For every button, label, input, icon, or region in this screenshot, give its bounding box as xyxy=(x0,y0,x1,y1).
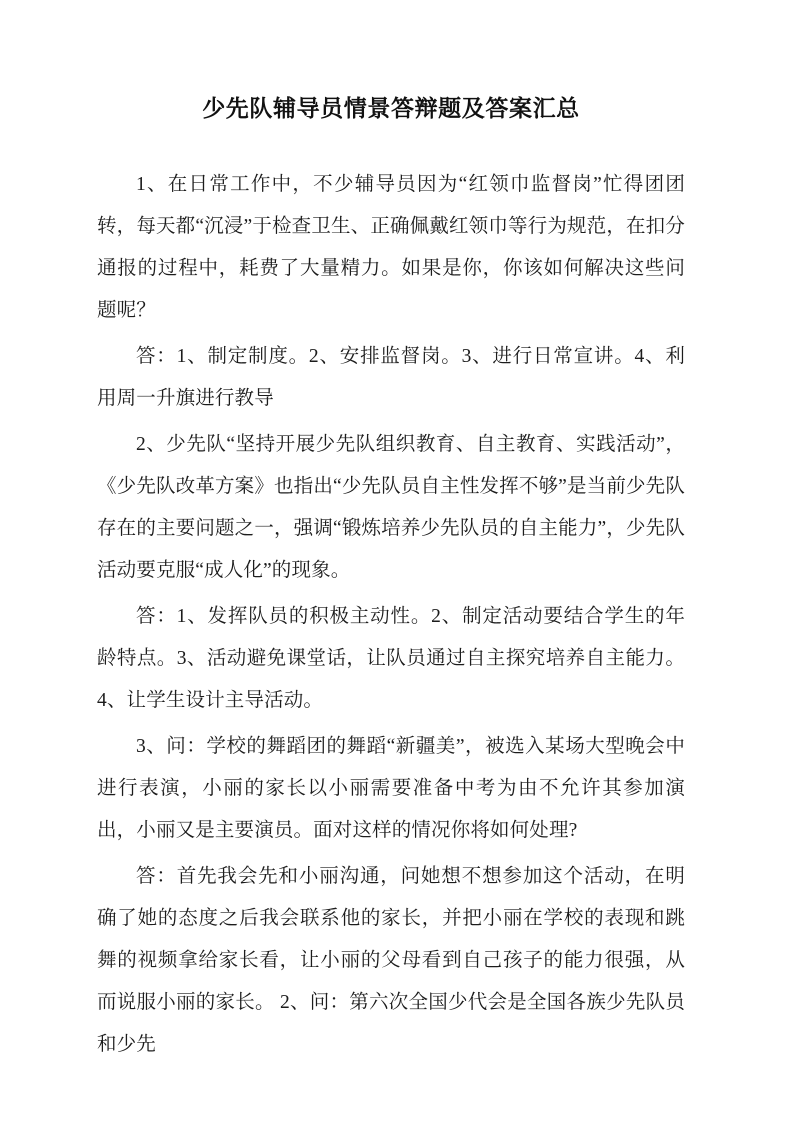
paragraph-answer-2: 答：1、发挥队员的积极主动性。2、制定活动要结合学生的年龄特点。3、活动避免课堂话，让队员通过自主探究培养自主能力。4、让学生设计主导活动。 xyxy=(97,606,685,711)
paragraph-answer-1: 答：1、制定制度。2、安排监督岗。3、进行日常宣讲。4、利用周一升旗进行教导 xyxy=(97,346,685,409)
paragraph-question-1: 1、在日常工作中，不少辅导员因为“红领巾监督岗”忙得团团转，每天都“沉浸”于检查卫生、正确佩戴红领巾等行为规范，在扣分通报的过程中，耗费了大量精力。如果是你，你该如何解决这些问题呢？ xyxy=(97,174,685,321)
page-title: 少先队辅导员情景答辩题及答案汇总 xyxy=(202,96,580,121)
paragraph-question-3: 3、问：学校的舞蹈团的舞蹈“新疆美”，被选入某场大型晚会中进行表演，小丽的家长以小丽需要准备中考为由不允许其参加演出，小丽又是主要演员。面对这样的情况你将如何处理? xyxy=(97,736,685,841)
paragraph-question-2: 2、少先队“坚持开展少先队组织教育、自主教育、实践活动”，《少先队改革方案》也指出“少先队员自主性发挥不够”是当前少先队存在的主要问题之一，强调“锻炼培养少先队员的自主能力”，少先队活动要克服“成人化”的现象。 xyxy=(97,434,685,581)
paragraph-answer-3: 答：首先我会先和小丽沟通，问她想不想参加这个活动，在明确了她的态度之后我会联系他的家长，并把小丽在学校的表现和跳舞的视频拿给家长看，让小丽的父母看到自己孩子的能力很强，从而说服小丽的家长。 2、问：第六次全国少代会是全国各族少先队员和少先 xyxy=(97,866,685,1055)
document-text-body xyxy=(97,88,685,1066)
